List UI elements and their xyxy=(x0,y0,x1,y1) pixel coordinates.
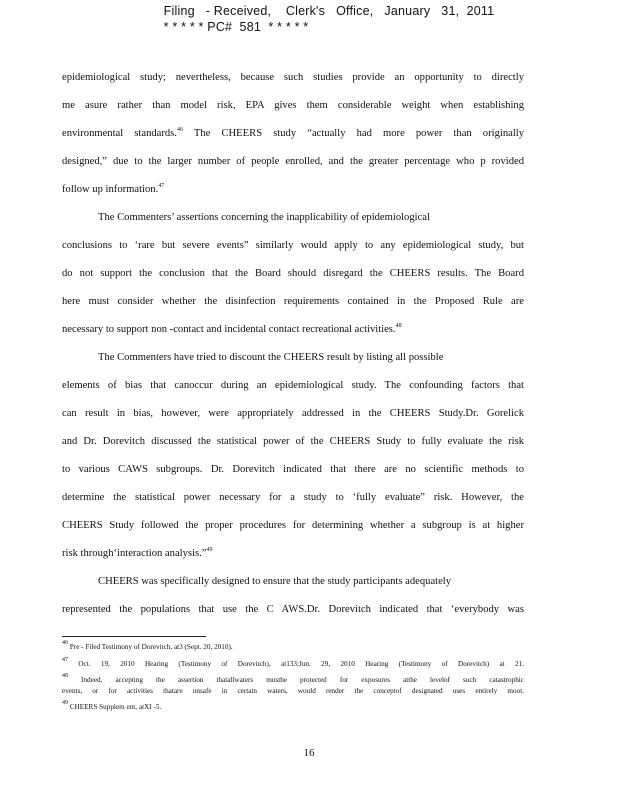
body-line xyxy=(62,64,524,92)
body-line xyxy=(62,176,524,204)
body-line-text: conclusions to ‘rare but severe events” similarly would apply to any epidemiological study, but xyxy=(62,240,524,251)
filing-header: Filing - Received, Clerk's Office, January 31, 2011 xyxy=(163,4,495,18)
body-line-text: me asure rather than model risk, EPA gives them considerable weight when establishing xyxy=(62,100,524,111)
body-line-text: necessary to support non -contact and incidental contact recreational activities. xyxy=(62,324,396,335)
footnote-reference[interactable]: 46 xyxy=(176,127,183,133)
body-line xyxy=(62,428,524,456)
body-line-text: designed,” due to the larger number of people enrolled, and the greater percentage who p rovided xyxy=(62,156,524,167)
page-number: 16 xyxy=(303,747,315,759)
footnote-line xyxy=(62,656,525,670)
body-line xyxy=(62,92,524,120)
body-line xyxy=(62,372,524,400)
footnote-number: 47 xyxy=(62,656,68,663)
footnote-divider xyxy=(62,636,206,637)
body-line xyxy=(62,148,524,176)
body-line xyxy=(62,288,524,316)
footnote-text: CHEERS Supplem ent, atXI -5. xyxy=(69,703,162,711)
pc-number-header: * * * * * PC# 581 * * * * * xyxy=(163,20,309,34)
footnote-line xyxy=(62,675,524,686)
footnote xyxy=(62,642,524,653)
body-line-text: and Dr. Dorevitch discussed the statistical power of the CHEERS Study to fully evaluate the risk xyxy=(62,436,524,447)
footnote-reference[interactable]: 47 xyxy=(158,183,165,189)
footnote xyxy=(62,675,524,696)
body-line-text: The Commenters’ assertions concerning the inapplicability of epidemiological xyxy=(98,212,430,223)
footnote-reference[interactable]: 48 xyxy=(395,323,402,329)
footnote-reference[interactable]: 49 xyxy=(206,547,213,553)
body-line xyxy=(62,232,524,260)
footnote-text: events, or for activities thatare unsafe in certain waters, would render the conceptof designated uses entirely moot. xyxy=(62,686,524,695)
footnote-number: 48 xyxy=(62,673,68,679)
body-line-text: represented the populations that use the C AWS.Dr. Dorevitch indicated that ‘everybody was xyxy=(62,604,524,615)
body-line xyxy=(62,260,524,288)
body-line-text: The Commenters have tried to discount the CHEERS result by listing all possible xyxy=(98,352,444,363)
footnote-text: Oct. 19, 2010 Hearing (Testimony of Dorevitch), at133;Jun. 29, 2010 Hearing (Testimony of Dorevitch) at 21. xyxy=(78,659,525,668)
body-line-text: elements of bias that canoccur during an epidemiological study. The confounding factors that xyxy=(62,380,524,391)
body-line xyxy=(62,344,524,372)
body-line-text-after: The CHEERS study “actually had more power than originally xyxy=(182,128,524,139)
body-line-text: environmental standards. xyxy=(62,128,177,139)
body-line xyxy=(62,484,524,512)
body-line xyxy=(62,596,524,624)
footnote-line xyxy=(62,686,524,697)
body-line xyxy=(62,512,524,540)
body-line-text: CHEERS Study followed the proper procedures for determining whether a subgroup is at higher xyxy=(62,520,524,531)
body-line-text: to various CAWS subgroups. Dr. Dorevitch indicated that there are no scientific methods to xyxy=(62,464,524,475)
body-line xyxy=(62,456,524,484)
footnote xyxy=(62,656,525,670)
body-line xyxy=(62,568,524,596)
body-text xyxy=(62,64,524,624)
body-line-text: do not support the conclusion that the Board should disregard the CHEERS results. The Board xyxy=(62,268,524,279)
body-line xyxy=(62,540,524,568)
body-line-text: determine the statistical power necessary for a study to ‘fully evaluate” risk. However, the xyxy=(62,492,524,503)
body-line-text: can result in bias, however, were appropriately addressed in the CHEERS Study.Dr. Gorelick xyxy=(62,408,524,419)
body-line-text: here must consider whether the disinfection requirements contained in the Proposed Rule are xyxy=(62,296,524,307)
body-line-text: CHEERS was specifically designed to ensure that the study participants adequately xyxy=(98,576,452,587)
body-line-text: risk through‘interaction analysis.” xyxy=(62,548,207,559)
footnote-line xyxy=(62,702,524,713)
body-line xyxy=(62,400,524,428)
footnote-number: 49 xyxy=(62,700,68,706)
footnote xyxy=(62,702,524,713)
footnote-text: Indeed, accepting the assertion thatallwaters mustbe protected for exposures atthe levelof such catastrophic xyxy=(81,676,524,684)
body-line xyxy=(62,316,524,344)
body-line-text: follow up information. xyxy=(62,184,159,195)
body-line xyxy=(62,120,524,148)
footnotes xyxy=(62,642,524,719)
footnote-text: Pre - Filed Testimony of Dorevitch, at3 (Sept. 20, 2010). xyxy=(69,643,233,651)
body-line-text: epidemiological study; nevertheless, because such studies provide an opportunity to directly xyxy=(62,72,524,83)
body-line xyxy=(62,204,524,232)
footnote-number: 46 xyxy=(62,640,68,646)
footnote-line xyxy=(62,642,524,653)
